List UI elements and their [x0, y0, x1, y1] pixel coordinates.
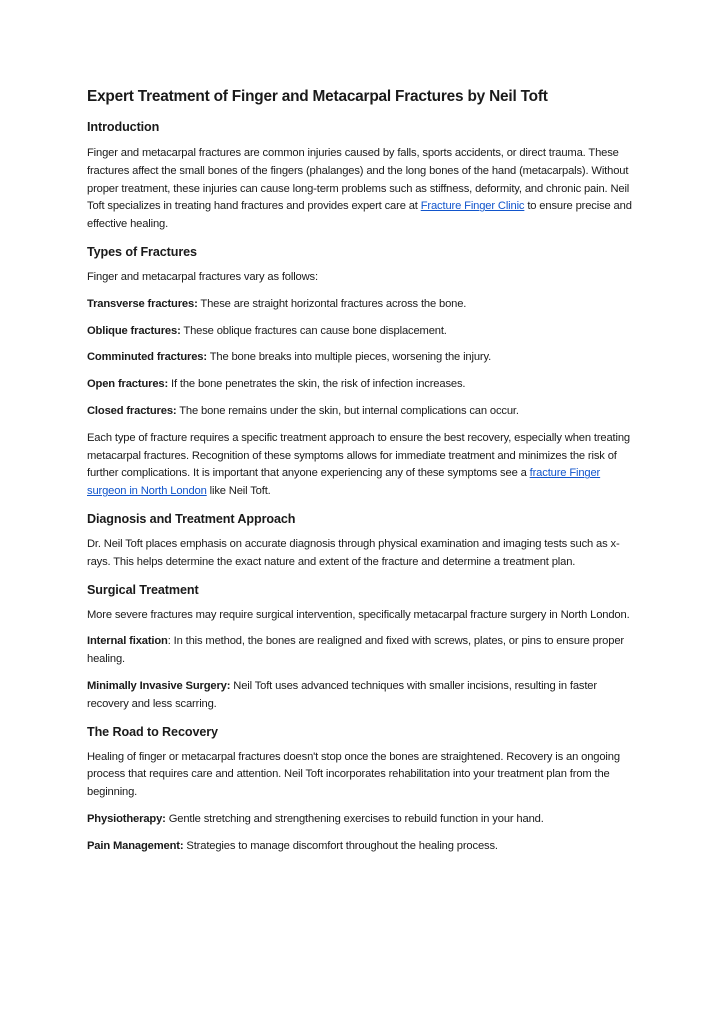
description: These oblique fractures can cause bone displacement. [180, 324, 447, 337]
list-item-comminuted [87, 349, 635, 367]
diagnosis-paragraph: Dr. Neil Toft places emphasis on accurate diagnosis through physical examination and imaging tests such as x-rays. This helps determine the exact nature and extent of the fracture and determine a treatment plan. [87, 537, 620, 568]
list-item-pain-management [87, 838, 635, 856]
term: Internal fixation [87, 635, 168, 648]
list-item-minimally-invasive [87, 678, 635, 714]
description: Gentle stretching and strengthening exercises to rebuild function in your hand. [165, 812, 544, 825]
types-summary [87, 430, 635, 501]
list-item-open [87, 376, 635, 394]
introduction-heading: Introduction [87, 120, 160, 134]
description: Strategies to manage discomfort throughout the healing process. [183, 839, 498, 852]
summary-text: Each type of fracture requires a specific treatment approach to ensure the best recovery, especially when treating metacarpal fractures. Recognition of these symptoms allows for immediate treatment and minimizes the risk of further complications. It is important that anyone experiencing any of these symptoms see a [87, 431, 630, 480]
list-item-closed [87, 403, 635, 421]
term: Open fractures: [87, 378, 169, 391]
introduction-paragraph [87, 145, 635, 234]
surgical-heading: Surgical Treatment [87, 582, 199, 597]
term: Physiotherapy: [87, 812, 166, 825]
introduction-text: Finger and metacarpal fractures are common injuries caused by falls, sports accidents, or direct trauma. These fractures affect the small bones of the fingers (phalanges) and the long bones of the hand (metacarpals). Without proper treatment, these injuries can cause long-term problems such as stiffness, deformity, and chronic pain. Neil Toft specializes in treating hand fractures and provides expert care at [87, 147, 630, 213]
introduction-text-end: to ensure precise and effective healing. [87, 200, 632, 231]
term: Minimally Invasive Surgery: [87, 679, 231, 692]
recovery-heading: The Road to Recovery [87, 724, 218, 739]
document-title: Expert Treatment of Finger and Metacarpal Fractures by Neil Toft [87, 88, 548, 105]
term: Oblique fractures: [87, 324, 181, 337]
document-page [87, 86, 635, 856]
description: These are straight horizontal fractures across the bone. [197, 297, 467, 310]
term: Transverse fractures: [87, 297, 198, 310]
fracture-finger-clinic-link[interactable]: Fracture Finger Clinic [420, 200, 525, 213]
description: If the bone penetrates the skin, the risk of infection increases. [168, 378, 466, 391]
term: Pain Management: [87, 839, 184, 852]
types-heading: Types of Fractures [87, 244, 197, 259]
term: Comminuted fractures: [87, 351, 207, 364]
term: Closed fractures: [87, 404, 177, 417]
diagnosis-heading: Diagnosis and Treatment Approach [87, 511, 296, 526]
description: The bone remains under the skin, but internal complications can occur. [176, 404, 519, 417]
description: The bone breaks into multiple pieces, worsening the injury. [206, 351, 492, 364]
description: Neil Toft uses advanced techniques with smaller incisions, resulting in faster recovery and less scarring. [87, 679, 597, 710]
types-intro: Finger and metacarpal fractures vary as follows: [87, 270, 318, 283]
surgical-paragraph: More severe fractures may require surgical intervention, specifically metacarpal fracture surgery in North London. [87, 608, 630, 621]
description: : In this method, the bones are realigned and fixed with screws, plates, or pins to ensure proper healing. [87, 635, 624, 666]
list-item-oblique [87, 323, 635, 341]
list-item-physiotherapy [87, 811, 635, 829]
fracture-finger-surgeon-link[interactable]: fracture Finger surgeon in North London [87, 467, 601, 498]
summary-text-end: like Neil Toft. [206, 485, 271, 498]
recovery-paragraph: Healing of finger or metacarpal fractures doesn't stop once the bones are straightened. Recovery is an ongoing process that requires care and attention. Neil Toft incorporates rehabilitation into your treatment plan from the beginning. [87, 750, 620, 799]
list-item-internal-fixation [87, 633, 635, 669]
list-item-transverse [87, 296, 635, 314]
